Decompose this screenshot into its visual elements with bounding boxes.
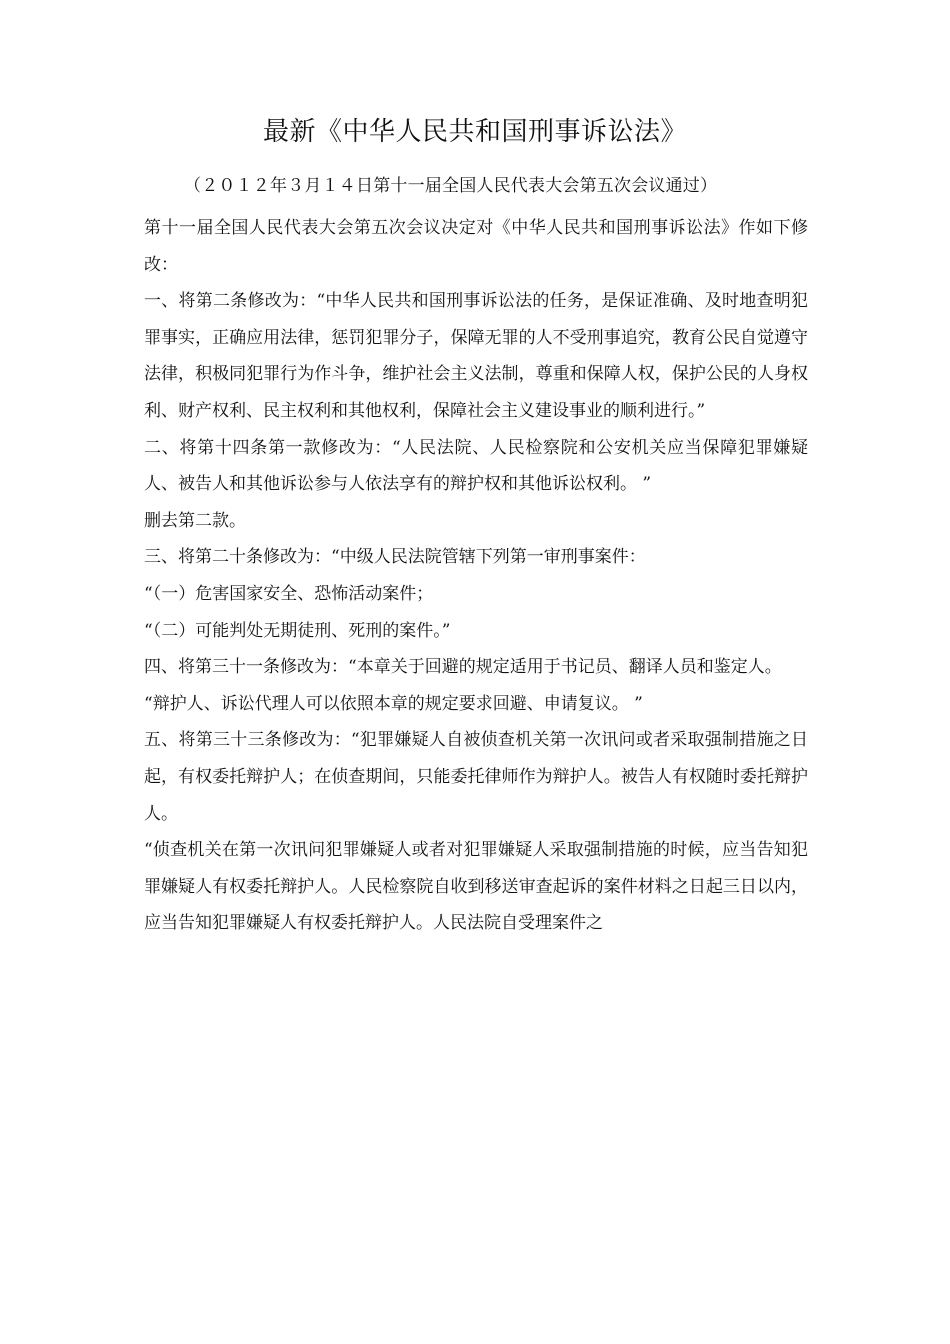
paragraph: 第十一届全国人民代表大会第五次会议决定对《中华人民共和国刑事诉讼法》作如下修改： <box>144 218 808 275</box>
paragraph: “（一）危害国家安全、恐怖活动案件； <box>144 583 434 604</box>
paragraph: 二、将第十四条第一款修改为：“人民法院、人民检察院和公安机关应当保障犯罪嫌疑人、被告人和其他诉讼参与人依法享有的辩护权和其他诉讼权利。 ” <box>144 437 808 495</box>
paragraph: “侦查机关在第一次讯问犯罪嫌疑人或者对犯罪嫌疑人采取强制措施的时候，应当告知犯罪嫌疑人有权委托辩护人。人民检察院自收到移送审查起诉的案件材料之日起三日以内，应当告知犯罪嫌疑人有权委托辩护人。人民法院自受理案件之 <box>144 840 808 934</box>
paragraph: 五、将第三十三条修改为：“犯罪嫌疑人自被侦查机关第一次讯问或者采取强制措施之日起，有权委托辩护人；在侦查期间，只能委托律师作为辩护人。被告人有权随时委托辩护人。 <box>144 730 808 824</box>
paragraph: “辩护人、诉讼代理人可以依照本章的规定要求回避、申请复议。 ” <box>144 693 643 714</box>
paragraph: 四、将第三十一条修改为：“本章关于回避的规定适用于书记员、翻译人员和鉴定人。 <box>144 657 782 678</box>
paragraph: 删去第二款。 <box>144 510 246 531</box>
document-title: 最新《中华人民共和国刑事诉讼法》 <box>262 117 687 147</box>
paragraph: “（二）可能判处无期徒刑、死刑的案件。” <box>144 620 451 641</box>
paragraph: 三、将第二十条修改为：“中级人民法院管辖下列第一审刑事案件： <box>144 547 646 568</box>
document-body <box>144 210 808 942</box>
document-subtitle: （２０１２年３月１４日第十一届全国人民代表大会第五次会议通过） <box>184 176 718 196</box>
paragraph: 一、将第二条修改为：“中华人民共和国刑事诉讼法的任务，是保证准确、及时地查明犯罪事实，正确应用法律，惩罚犯罪分子，保障无罪的人不受刑事追究，教育公民自觉遵守法律，积极同犯罪行为作斗争，维护社会主义法制，尊重和保障人权，保护公民的人身权利、财产权利、民主权利和其他权利，保障社会主义建设事业的顺利进行。” <box>144 291 808 421</box>
